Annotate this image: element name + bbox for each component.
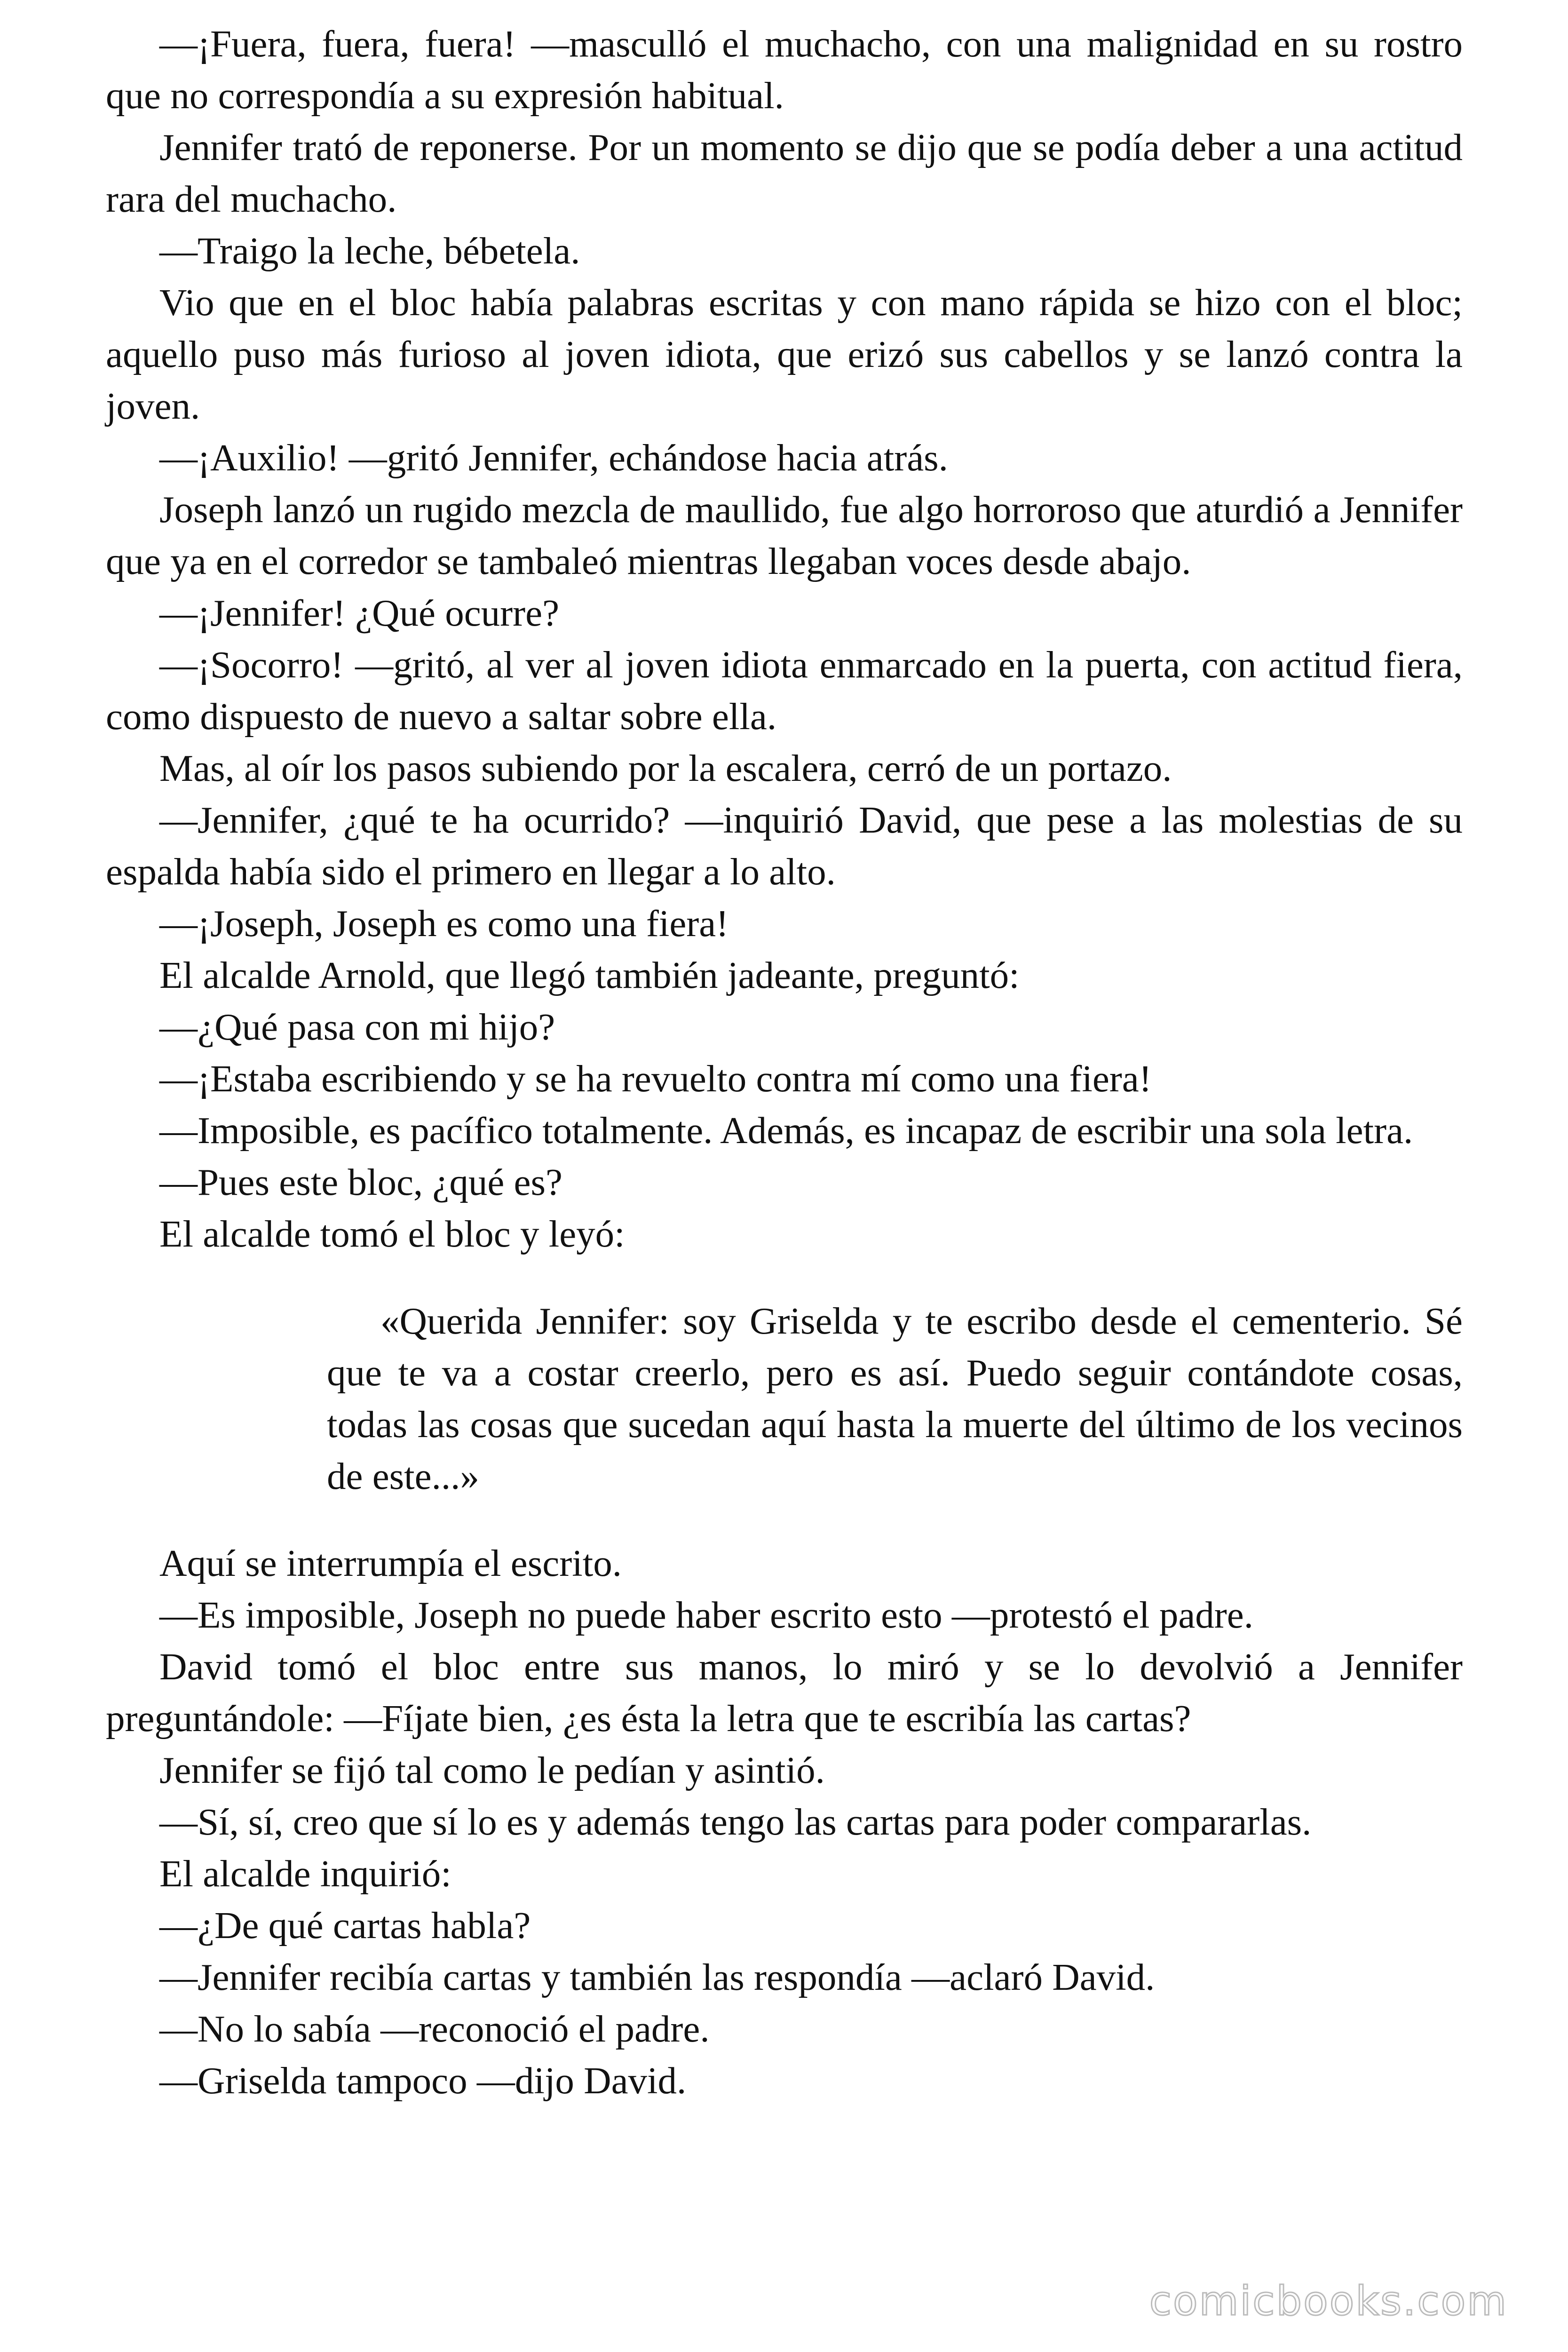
paragraph: Aquí se interrumpía el escrito. (159, 1542, 622, 1584)
paragraph: El alcalde inquirió: (159, 1852, 451, 1895)
paragraph: —Pues este bloc, ¿qué es? (159, 1161, 562, 1203)
paragraph: —¡Estaba escribiendo y se ha revuelto contra mí como una fiera! (159, 1057, 1152, 1100)
paragraph: Jennifer trató de reponerse. Por un momento se dijo que se podía deber a una actitud rara del muchacho. (106, 126, 1463, 220)
paragraph: —Imposible, es pacífico totalmente. Además, es incapaz de escribir una sola letra. (159, 1109, 1413, 1152)
paragraph: El alcalde tomó el bloc y leyó: (159, 1213, 625, 1255)
paragraph: Jennifer se fijó tal como le pedían y asintió. (159, 1749, 825, 1791)
paragraph: —¡Fuera, fuera, fuera! —masculló el muchacho, con una malignidad en su rostro que no correspondía a su expresión habitual. (106, 23, 1463, 117)
paragraph: —Jennifer recibía cartas y también las respondía —aclaró David. (159, 1956, 1155, 1998)
paragraph: David tomó el bloc entre sus manos, lo miró y se lo devolvió a Jennifer preguntándole: —Fíjate bien, ¿es ésta la letra que te escribía las cartas? (106, 1645, 1463, 1740)
paragraph: —Jennifer, ¿qué te ha ocurrido? —inquirió David, que pese a las molestias de su espalda había sido el primero en llegar a lo alto. (106, 799, 1463, 893)
paragraph: Mas, al oír los pasos subiendo por la escalera, cerró de un portazo. (159, 747, 1172, 789)
paragraph: —¡Jennifer! ¿Qué ocurre? (159, 592, 560, 634)
letter-quote: «Querida Jennifer: soy Griselda y te escribo desde el cementerio. Sé que te va a costar creerlo, pero es así. Puedo seguir contándote cosas, todas las cosas que sucedan aquí hasta la muerte del último de los vecinos de este...» (327, 1300, 1463, 1497)
paragraph: —¡Joseph, Joseph es como una fiera! (159, 902, 729, 945)
paragraph: El alcalde Arnold, que llegó también jadeante, preguntó: (159, 954, 1020, 996)
paragraph: —Griselda tampoco —dijo David. (159, 2059, 687, 2102)
paragraph: —No lo sabía —reconoció el padre. (159, 2008, 710, 2050)
paragraph: —¡Auxilio! —gritó Jennifer, echándose hacia atrás. (159, 437, 948, 479)
paragraph: —Traigo la leche, bébetela. (159, 230, 580, 272)
paragraph: —¡Socorro! —gritó, al ver al joven idiota enmarcado en la puerta, con actitud fiera, como dispuesto de nuevo a saltar sobre ella. (106, 644, 1463, 738)
paragraph: Vio que en el bloc había palabras escritas y con mano rápida se hizo con el bloc; aquello puso más furioso al joven idiota, que erizó sus cabellos y se lanzó contra la joven. (106, 281, 1463, 427)
paragraph: Joseph lanzó un rugido mezcla de maullido, fue algo horroroso que aturdió a Jennifer que ya en el corredor se tambaleó mientras llegaban voces desde abajo. (106, 488, 1463, 582)
paragraph: —Sí, sí, creo que sí lo es y además tengo las cartas para poder compararlas. (159, 1801, 1312, 1843)
paragraph: —Es imposible, Joseph no puede haber escrito esto —protestó el padre. (159, 1594, 1253, 1636)
letter-quote-block (327, 1295, 1463, 1502)
paragraph: —¿De qué cartas habla? (159, 1904, 531, 1947)
page-text (106, 18, 1463, 2106)
paragraph: —¿Qué pasa con mi hijo? (159, 1006, 555, 1048)
watermark: comicbooks.com (1149, 2278, 1508, 2325)
